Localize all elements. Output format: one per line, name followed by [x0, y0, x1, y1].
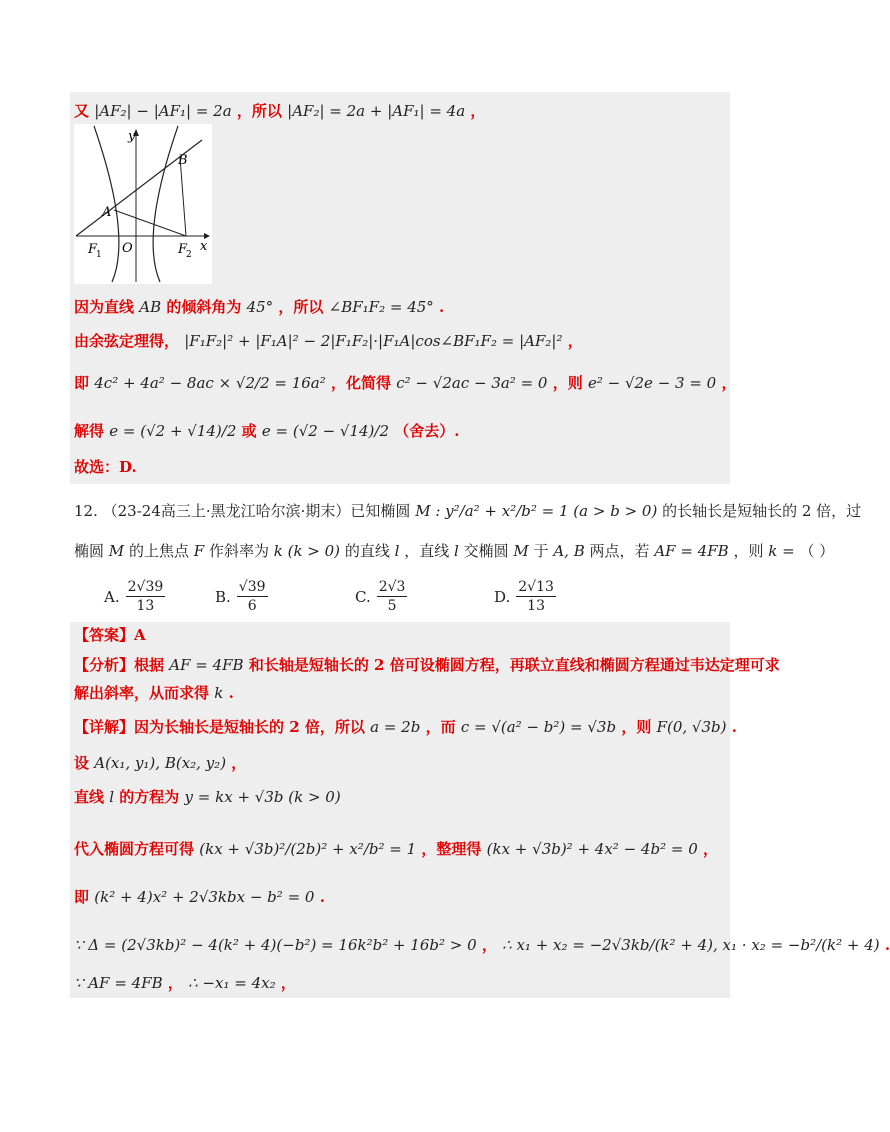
- math-seg: e = (√2 − √14)/2: [261, 422, 390, 440]
- text-seg: ，: [470, 102, 486, 120]
- solution-line-5: [74, 420, 459, 442]
- text-seg: ，则: [733, 542, 764, 560]
- text-seg: 的倾斜角为: [166, 298, 242, 316]
- numerator: √39: [238, 579, 266, 595]
- option-fraction: [237, 578, 268, 615]
- analysis-line-2: [74, 682, 234, 704]
- text-seg: 的直线: [344, 542, 390, 560]
- math-seg: ∴ −x₁ = 4x₂: [188, 974, 276, 992]
- text-seg: 【分析】根据: [74, 656, 165, 674]
- text-seg: 椭圆: [74, 542, 105, 560]
- text-seg: 即: [74, 888, 90, 906]
- point-b-label: B: [178, 153, 188, 168]
- y-label: y: [128, 129, 136, 144]
- text-seg: 【详解】因为长轴长是短轴长的 2 倍，所以: [74, 718, 365, 736]
- text-seg: .: [731, 718, 737, 736]
- text-seg: ，整理得: [421, 840, 482, 858]
- text-seg: ，: [167, 974, 183, 992]
- math-seg: k =: [768, 542, 795, 560]
- hyperbola-figure: [74, 124, 212, 284]
- text-seg: （23-24高三上·黑龙江哈尔滨·期末）已知椭圆: [102, 502, 411, 520]
- math-seg: A, B: [553, 542, 585, 560]
- question-line-1: [74, 500, 861, 522]
- solution-line-1: [74, 100, 485, 122]
- vector-line: [74, 972, 296, 994]
- text-seg: 于: [533, 542, 549, 560]
- math-seg: F: [193, 542, 205, 560]
- text-seg: 和长轴是短轴长的 2 倍可设椭圆方程，再联立直线和椭圆方程通过韦达定理可求: [248, 656, 780, 674]
- right-branch: [153, 126, 178, 282]
- text-seg: （ ）: [799, 542, 835, 560]
- math-seg: AF = 4FB: [169, 656, 244, 674]
- option-label: C.: [355, 587, 371, 606]
- denominator: 5: [387, 598, 397, 614]
- text-seg: 的方程为: [119, 788, 180, 806]
- math-seg: |F₁F₂|² + |F₁A|² − 2|F₁F₂|·|F₁A|cos∠BF₁F₂ = |AF₂|²: [184, 332, 563, 350]
- option-label: A.: [104, 587, 120, 606]
- text-seg: ，: [721, 374, 737, 392]
- denominator: 6: [247, 598, 257, 614]
- math-seg: e² − √2e − 3 = 0: [587, 374, 717, 392]
- substitute-line: [74, 838, 718, 860]
- text-seg: ，化简得: [331, 374, 392, 392]
- option-fraction: [126, 578, 166, 615]
- text-seg: .: [319, 888, 325, 906]
- math-seg: e = (√2 + √14)/2: [109, 422, 237, 440]
- analysis-line-1: [74, 654, 780, 676]
- text-seg: 即: [74, 374, 90, 392]
- origin-label: O: [122, 241, 133, 256]
- option-label: D.: [494, 587, 511, 606]
- text-seg: ，所以: [236, 102, 282, 120]
- text-seg: 或: [241, 422, 257, 440]
- math-seg: |AF₂| − |AF₁| = 2a: [94, 102, 232, 120]
- hyperbola-svg: [74, 124, 212, 284]
- math-seg: l: [394, 542, 400, 560]
- math-seg: AB: [139, 298, 162, 316]
- numerator: 2√3: [378, 579, 406, 595]
- text-seg: ，则: [621, 718, 652, 736]
- text-seg: .: [439, 298, 445, 316]
- text-seg: .: [228, 684, 234, 702]
- segment-af2: [114, 210, 186, 236]
- delta-line: [74, 934, 890, 956]
- text-seg: ，: [231, 754, 247, 772]
- text-seg: 作斜率为: [208, 542, 269, 560]
- text-seg: ，: [481, 936, 497, 954]
- text-seg: 因为直线: [74, 298, 135, 316]
- math-seg: AF = 4FB: [654, 542, 729, 560]
- math-seg: ∴ x₁ + x₂ = −2√3kb/(k² + 4), x₁ · x₂ = −b²/(k² + 4): [502, 936, 880, 954]
- math-seg: A(x₁, y₁), B(x₂, y₂): [94, 754, 227, 772]
- text-seg: 又: [74, 102, 90, 120]
- math-seg: y = kx + √3b (k > 0): [184, 788, 341, 806]
- math-seg: k (k > 0): [273, 542, 341, 560]
- math-seg: ∵ Δ = (2√3kb)² − 4(k² + 4)(−b²) = 16k²b² + 16b² > 0: [74, 936, 477, 954]
- math-seg: M: [108, 542, 125, 560]
- math-seg: M : y²/a² + x²/b² = 1 (a > b > 0): [415, 502, 658, 520]
- math-seg: c = √(a² − b²) = √3b: [460, 718, 617, 736]
- numerator: 2√13: [518, 579, 554, 595]
- text-seg: 解出斜率，从而求得: [74, 684, 210, 702]
- numerator: 2√39: [127, 579, 164, 595]
- text-seg: 交椭圆: [463, 542, 509, 560]
- option-fraction: [377, 578, 408, 615]
- text-seg: 代入椭圆方程可得: [74, 840, 195, 858]
- text-seg: 设: [74, 754, 90, 772]
- math-seg: (kx + √3b)² + 4x² − 4b² = 0: [486, 840, 698, 858]
- question-number: 12.: [74, 502, 98, 520]
- math-seg: (k² + 4)x² + 2√3kbx − b² = 0: [94, 888, 315, 906]
- f1-label: F: [88, 242, 98, 257]
- text-seg: ，: [567, 332, 583, 350]
- solution-line-3: [74, 330, 583, 352]
- solution-line-6: 故选：D.: [74, 458, 137, 476]
- quadratic-line: [74, 886, 325, 908]
- text-seg: ，: [702, 840, 718, 858]
- text-seg: 由余弦定理得，: [74, 332, 180, 350]
- denominator: 13: [527, 598, 545, 614]
- math-seg: ∠BF₁F₂ = 45°: [328, 298, 434, 316]
- math-seg: ∵ AF = 4FB: [74, 974, 163, 992]
- option-c[interactable]: [355, 578, 407, 615]
- math-seg: l: [454, 542, 459, 560]
- math-seg: a = 2b: [370, 718, 421, 736]
- set-line: [74, 752, 246, 774]
- text-seg: ，直线: [404, 542, 450, 560]
- option-fraction: [516, 578, 556, 615]
- math-seg: k: [214, 684, 224, 702]
- text-seg: ，则: [552, 374, 583, 392]
- text-seg: ，所以: [278, 298, 324, 316]
- text-seg: 的长轴长是短轴长的 2 倍，过: [662, 502, 862, 520]
- math-seg: F(0, √3b): [656, 718, 727, 736]
- point-a-label: A: [102, 205, 112, 220]
- math-seg: c² − √2ac − 3a² = 0: [396, 374, 548, 392]
- text-seg: （舍去）.: [394, 422, 460, 440]
- x-label: x: [200, 239, 208, 254]
- math-seg: 4c² + 4a² − 8ac × √2/2 = 16a²: [94, 374, 326, 392]
- solution-line-4: [74, 372, 736, 394]
- text-seg: 两点，若: [589, 542, 650, 560]
- option-d[interactable]: [494, 578, 556, 615]
- math-seg: (kx + √3b)²/(2b)² + x²/b² = 1: [199, 840, 417, 858]
- option-label: B.: [215, 587, 231, 606]
- f2-sub: 2: [186, 250, 192, 260]
- f2-label: F: [178, 242, 188, 257]
- answer-line: 【答案】A: [74, 626, 146, 644]
- f1-sub: 1: [96, 250, 102, 260]
- option-b[interactable]: [215, 578, 268, 615]
- text-seg: 直线: [74, 788, 105, 806]
- math-seg: l: [109, 788, 115, 806]
- text-seg: ，: [280, 974, 296, 992]
- text-seg: ，而: [425, 718, 456, 736]
- denominator: 13: [136, 598, 155, 614]
- text-seg: 解得: [74, 422, 105, 440]
- question-line-2: [74, 540, 834, 562]
- line-eq-line: [74, 786, 341, 808]
- math-seg: M: [513, 542, 529, 560]
- text-seg: .: [884, 936, 890, 954]
- text-seg: 的上焦点: [128, 542, 189, 560]
- solution-line-2: [74, 296, 444, 318]
- option-a[interactable]: [104, 578, 165, 615]
- math-seg: |AF₂| = 2a + |AF₁| = 4a: [287, 102, 466, 120]
- math-seg: 45°: [246, 298, 274, 316]
- segment-bf2: [180, 157, 186, 236]
- detail-line: [74, 716, 737, 738]
